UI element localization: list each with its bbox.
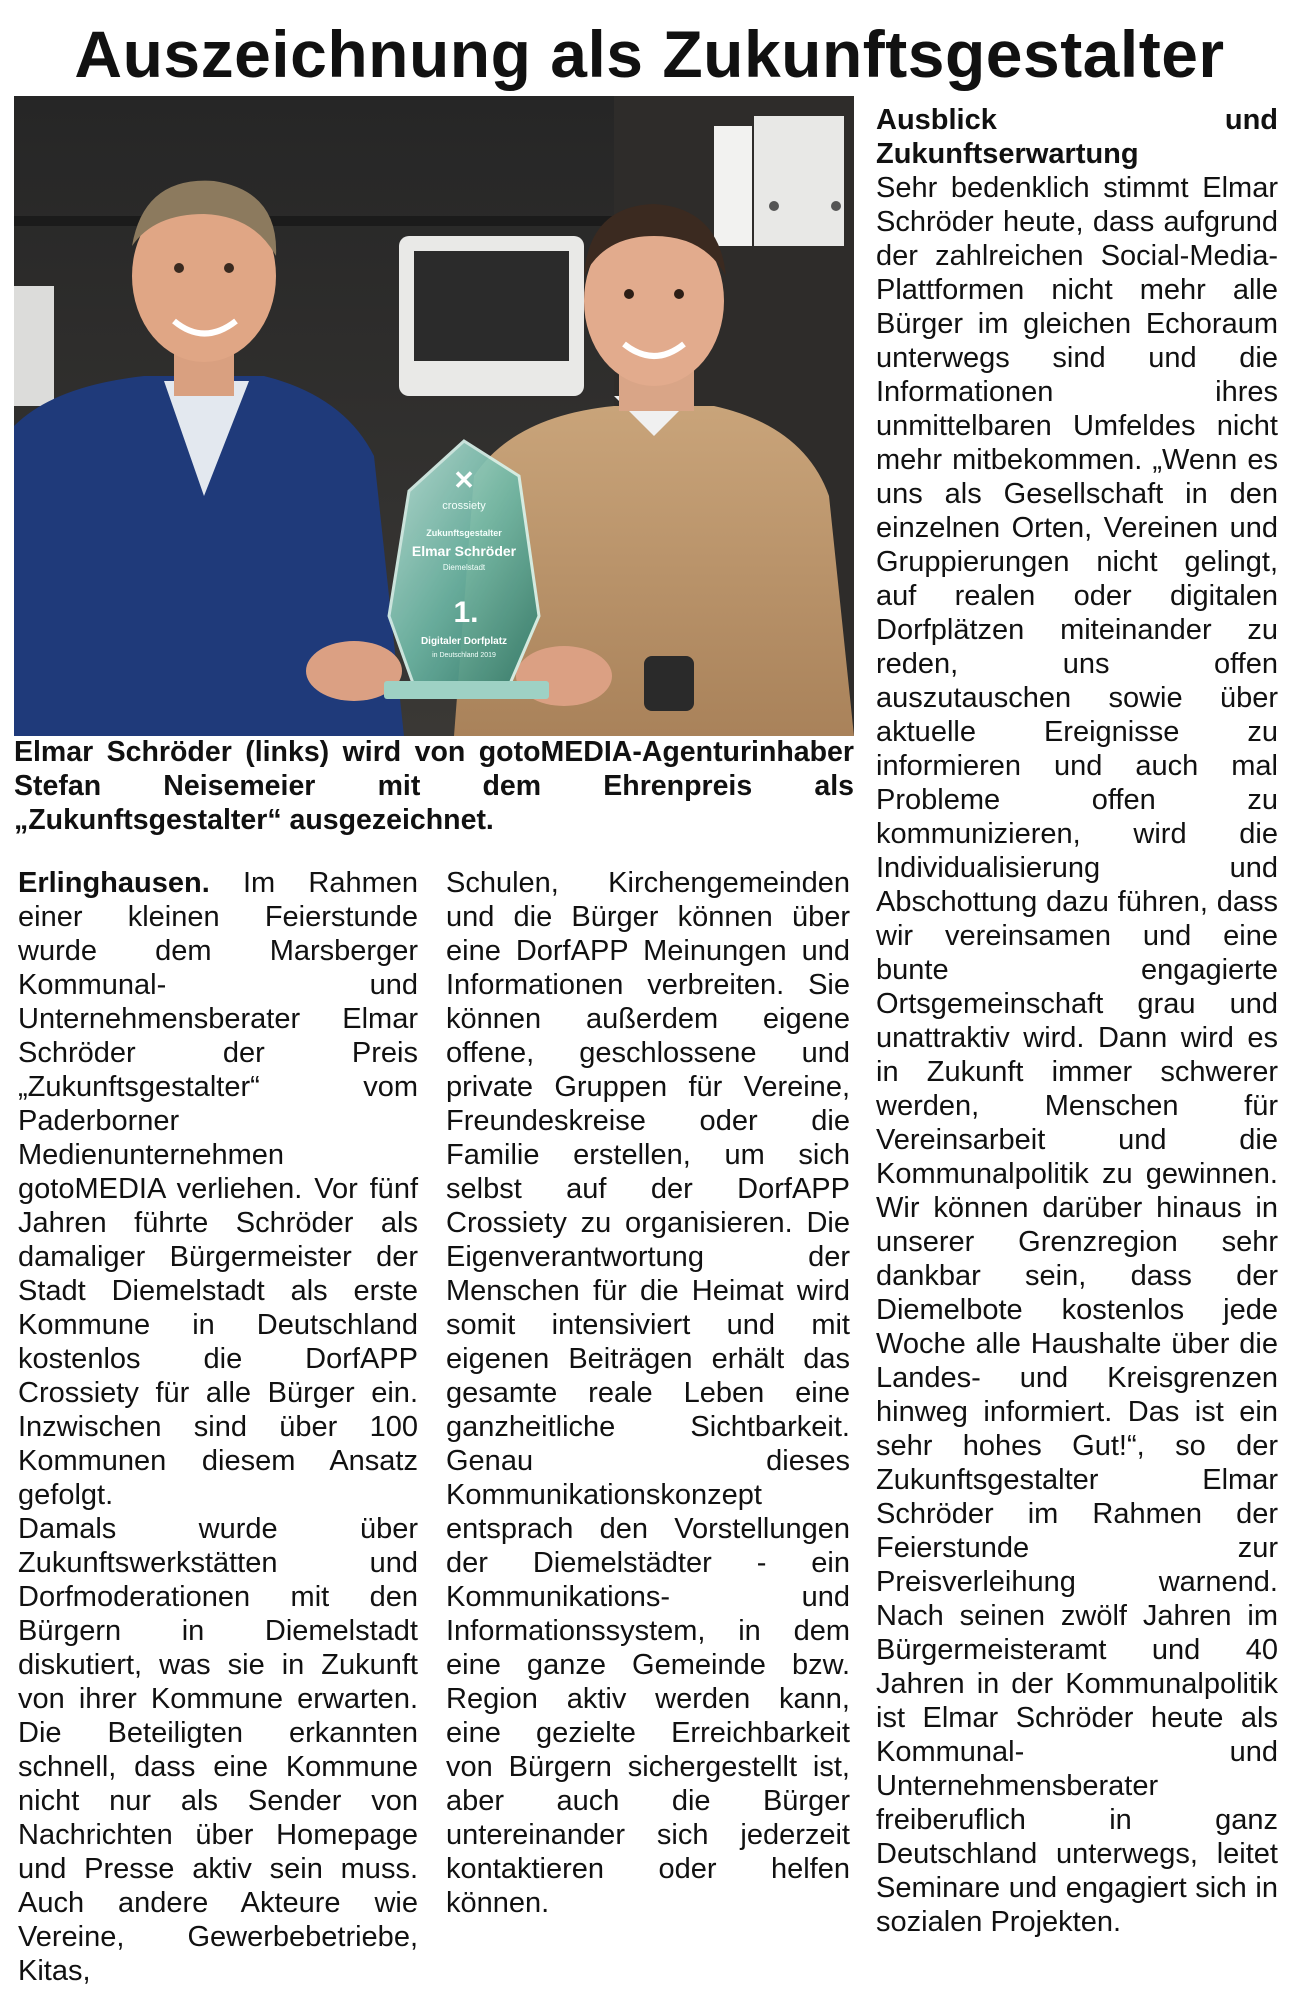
trophy-rank: 1. xyxy=(453,596,479,629)
section-subheading: Ausblick und Zukunftserwartung xyxy=(876,104,1278,170)
article-paragraph-4: Sehr bedenklich stimmt Elmar Schröder heute, dass aufgrund der zahlreichen Social-Media-Plattformen nicht mehr alle Bürger im gleichen Echoraum unterwegs sind und die Informationen ihres unmittelbaren Umfeldes nicht mehr mitbekommen. „Wenn es uns als Gesellschaft in den einzelnen Orten, Vereinen und Gruppierungen nicht gelingt, auf realen oder digitalen Dorfplätzen miteinander zu reden, uns offen auszutauschen sowie über aktuelle Ereignisse zu informieren und auch mal Probleme offen zu kommunizieren, wird die Individualisierung und Abschottung dazu führen, dass wir vereinsamen und eine bunte engagierte Ortsgemeinschaft grau und unattraktiv wird. Dann wird es in Zukunft immer schwerer werden, Menschen für Vereinsarbeit und die Kommunalpolitik zu gewinnen. Wir können darüber hinaus in unserer Grenzregion sehr dankbar sein, dass der Diemelbote kostenlos jede Woche alle Haushalte über die Landes- und Kreisgrenzen hinweg informiert. Das ist ein sehr hohes Gut!“, so der Zukunftsgestalter Elmar Schröder im Rahmen der Feierstunde zur Preisverleihung warnend. Nach seinen zwölf Jahren im Bürgermeisteramt und 40 Jahren in der Kommunalpolitik ist Elmar Schröder heute als Kommunal- und Unternehmensberater freiberuflich in ganz Deutschland unterwegs, leitet Seminare und engagiert sich in sozialen Projekten. xyxy=(876,172,1278,1938)
article-headline: Auszeichnung als Zukunftsgestalter xyxy=(74,17,1225,91)
svg-text:✕: ✕ xyxy=(453,465,475,495)
trophy-title: Zukunftsgestalter xyxy=(426,528,502,538)
trophy-brand: crossiety xyxy=(442,500,486,512)
photo-illustration xyxy=(14,96,854,736)
trophy-place: Diemelstadt xyxy=(442,563,486,572)
dateline: Erlinghausen. xyxy=(18,867,210,899)
trophy-name: Elmar Schröder xyxy=(411,543,517,559)
article-column-3 xyxy=(876,103,1278,1939)
article-photo xyxy=(14,96,854,736)
trophy-year: in Deutschland 2019 xyxy=(432,652,496,659)
article-column-1 xyxy=(18,866,418,1988)
trophy-award: Digitaler Dorfplatz xyxy=(420,636,508,647)
article-paragraph-3: Schulen, Kirchengemeinden und die Bürger können über eine DorfAPP Meinungen und Informationen verbreiten. Sie können außerdem eigene offene, geschlossene und private Gruppen für Vereine, Freundeskreise oder die Familie erstellen, um sich selbst auf der DorfAPP Crossiety zu organisieren. Die Eigenverantwortung der Menschen für die Heimat wird somit intensiviert und mit eigenen Beiträgen erhält das gesamte reale Leben eine ganzheitliche Sichtbarkeit. Genau dieses Kommunikationskonzept entsprach den Vorstellungen der Diemelstädter - ein Kommunikations- und Informationssystem, in dem eine ganze Gemeinde bzw. Region aktiv werden kann, eine gezielte Erreichbarkeit von Bürgern sichergestellt ist, aber auch die Bürger untereinander sich jederzeit kontaktieren oder helfen können. xyxy=(446,867,850,1919)
article-paragraph-2: Damals wurde über Zukunftswerkstätten und Dorfmoderationen mit den Bürgern in Diemelstadt diskutiert, was sie in Zukunft von ihrer Kommune erwarten. Die Beteiligten erkannten schnell, dass eine Kommune nicht nur als Sender von Nachrichten über Homepage und Presse aktiv sein muss. Auch andere Akteure wie Vereine, Gewerbebetriebe, Kitas, xyxy=(18,1513,418,1987)
paragraph-1-text: Im Rahmen einer kleinen Feierstunde wurde dem Marsberger Kommunal- und Unternehmensberater Elmar Schröder der Preis „Zukunftsgestalter“ vom Paderborner Medienunternehmen gotoMEDIA verliehen. Vor fünf Jahren führte Schröder als damaliger Bürgermeister der Stadt Diemelstadt als erste Kommune in Deutschland kostenlos die DorfAPP Crossiety für alle Bürger ein. Inzwischen sind über 100 Kommunen diesem Ansatz gefolgt. xyxy=(18,867,418,1511)
article-column-2 xyxy=(446,866,850,1920)
photo-caption: Elmar Schröder (links) wird von gotoMEDIA-Agenturinhaber Stefan Neisemeier mit dem Ehrenpreis als „Zukunftsgestalter“ ausgezeichnet. xyxy=(14,736,854,836)
article-paragraph-1 xyxy=(18,866,418,1512)
